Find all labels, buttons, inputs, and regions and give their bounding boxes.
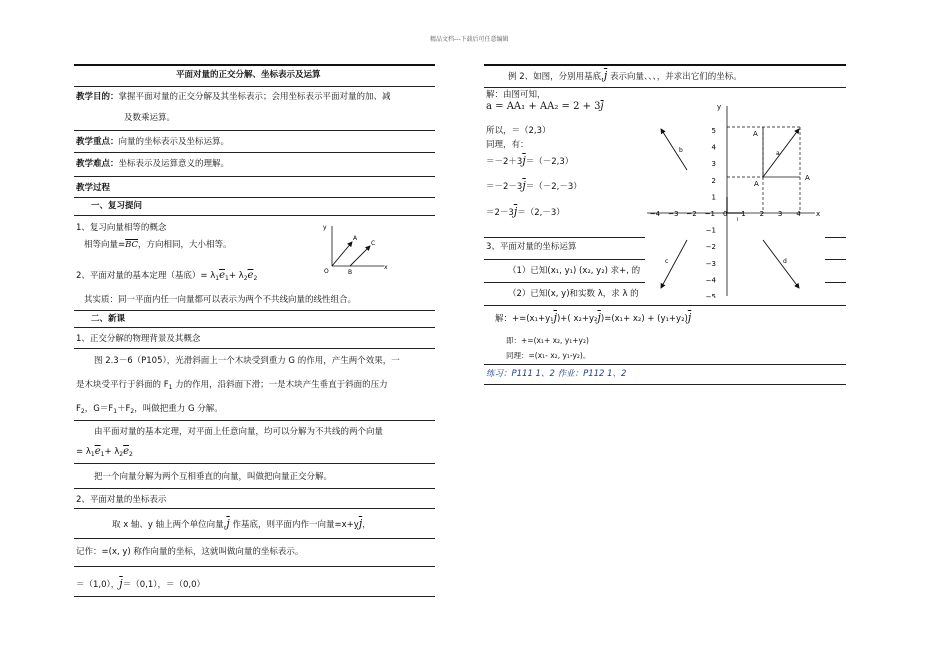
x-tick-label: 3 <box>777 210 783 218</box>
p5-lambda1-sub: 1 <box>90 451 95 458</box>
p2-sub: 1 <box>168 384 173 391</box>
rule <box>74 420 435 421</box>
op-1: （1）已知(x₁, y₁) (x₂, y₂) 求+, 的 <box>508 266 641 276</box>
equal-vectors-diagram <box>312 218 392 276</box>
para-4: 由平面对量的基本定理，对平面上任意向量，均可以分解为不共线的两个向量 <box>94 427 384 437</box>
sol2-j2: $\overline{j}$ <box>597 311 601 324</box>
ex2-j-vector: $\overline{j}$ <box>603 69 608 82</box>
p5-e2-sub: 2 <box>129 451 133 458</box>
para-6: 把一个向量分解为两个互相垂直的向量，叫做把向量正交分解。 <box>94 472 333 482</box>
op-2: （2）已知(x, y)和实数 λ，求 λ 的 <box>508 289 639 299</box>
section-3: 3、平面对量的坐标运算 <box>486 242 577 252</box>
sol-j-vector: $\overline{j}$ <box>600 101 604 112</box>
solution-label: 解：由图可知， <box>486 90 546 100</box>
focus-text: 向量的坐标表示及坐标运算。 <box>118 137 230 147</box>
x-tick-label: −3 <box>668 210 679 218</box>
eq3-j: $\overline{j}$ <box>513 205 518 218</box>
rule <box>74 463 435 464</box>
left-top-rule <box>74 64 435 66</box>
op-result-1: 即：+=(x₁+ x₂, y₁+y₂) <box>506 336 589 345</box>
objective-text: 掌握平面对量的正交分解及其坐标表示；会用坐标表示平面对量的加、减 <box>118 92 391 102</box>
rule <box>74 538 435 539</box>
y-tick-label: 3 <box>711 160 716 169</box>
rule <box>74 176 435 177</box>
eq-c <box>486 180 582 193</box>
label-b-vec: b <box>679 147 683 154</box>
x-tick-label: −4 <box>649 210 661 218</box>
p5-e1-sub: 1 <box>100 451 105 458</box>
rule <box>484 305 846 306</box>
practice-homework: 练习：P111 1、2 作业：P112 1、2 <box>486 369 627 379</box>
diagram-c-label: C <box>371 240 376 247</box>
x-tick-label: 2 <box>759 210 765 218</box>
q1-detail-b: ，方向相同，大小相等。 <box>138 240 232 250</box>
ex2-a: 例 2、如图，分别用基底, <box>508 72 604 82</box>
objective-label: 教学目的： <box>76 92 119 102</box>
coordinate-graph <box>645 100 825 298</box>
j-vector: $\overline{j}$ <box>226 517 230 530</box>
difficulty-text: 坐标表示及运算意义的理解。 <box>118 159 230 169</box>
c1-b: 作基底，则平面内作一向量=x+y <box>229 520 359 530</box>
rule <box>74 86 435 87</box>
para-2 <box>76 380 388 393</box>
x-tick-label: 0 <box>723 210 728 218</box>
sol-eq-text: a = AA₁ + AA₂ = 2 + 3 <box>486 101 601 112</box>
para-5 <box>76 446 133 460</box>
e2-vector: $\overline{e}$ <box>247 270 254 281</box>
para-1: 图 2.3－6（P105），光滑斜面上一个木块受到重力 G 的作用，产生两个效果，一 <box>94 356 400 366</box>
eq2-b: ＝（－2,－3） <box>525 182 582 192</box>
diagram-a-label: A <box>353 235 358 242</box>
eq3-a: ＝2－3 <box>486 208 514 218</box>
review-q1: 1、复习向量相等的概念 <box>76 223 167 233</box>
y-tick-label: −2 <box>705 243 716 252</box>
eq3-b: ＝（2,－3） <box>517 208 565 218</box>
right-top-rule <box>484 64 846 66</box>
y-tick-label: −1 <box>705 226 716 235</box>
rule <box>74 197 435 198</box>
e1-vector: $\overline{e}$ <box>219 270 226 281</box>
diagram-b-label: B <box>348 269 353 276</box>
y-tick-label: −4 <box>705 276 716 285</box>
y-tick-label: −3 <box>705 259 716 268</box>
sol2-b: )+( x₂+y₂ <box>556 314 598 324</box>
eq-d <box>486 206 565 219</box>
c3-b: ＝（0,1），＝（0,0） <box>122 580 205 590</box>
new-point-1: 1、正交分解的物理背景及其概念 <box>76 334 201 344</box>
ex2-b: 表示向量、、、，并求出它们的坐标。 <box>607 72 742 82</box>
rule <box>74 508 435 509</box>
coord-line-1 <box>112 518 371 531</box>
rule <box>74 488 435 489</box>
so-line: 所以，＝（2,3） <box>486 126 551 136</box>
label-A-origin: A <box>754 180 759 188</box>
diagram-x-label: x <box>384 264 388 271</box>
diagram-o-label: O <box>324 268 329 275</box>
e2-sub: 2 <box>253 275 258 282</box>
c1-end: ， <box>362 520 371 530</box>
c1-a: 取 x 轴、y 轴上两个单位向量, <box>112 520 227 530</box>
label-c-vec: c <box>665 258 669 265</box>
rule <box>74 596 435 597</box>
rule <box>74 215 435 216</box>
x-tick-label: −1 <box>704 210 716 218</box>
e1-sub: 1 <box>225 275 229 282</box>
process-label: 教学过程 <box>76 183 111 193</box>
lambda1-sub: 1 <box>215 275 220 282</box>
difficulty <box>76 159 229 170</box>
eq2-a: ＝－2－3 <box>486 182 523 192</box>
q1-detail-a: 相等向量= <box>84 240 126 250</box>
solution-eq <box>486 101 604 112</box>
op-solution <box>495 312 691 325</box>
lambda2-sub: 2 <box>243 275 248 282</box>
review-q2 <box>76 270 257 284</box>
op-result-2: 同理：=(x₁- x₂, y₁-y₂)。 <box>506 351 591 360</box>
p5-lambda2-sub: 2 <box>119 451 124 458</box>
eq2-j: $\overline{j}$ <box>522 179 526 192</box>
q2-text-b: + λ <box>228 271 244 281</box>
new-point-2: 2、平面对量的坐标表示 <box>76 495 167 505</box>
header-note: 精品文档---下载后可任意编辑 <box>430 36 509 43</box>
section-new: 二、新课 <box>91 314 126 324</box>
label-i: i <box>737 217 739 223</box>
diagram-y-label: y <box>323 224 327 231</box>
rule <box>484 87 846 88</box>
coord-line-2: 记作：=(x, y) 称作向量的坐标，这就叫做向量的坐标表示。 <box>76 547 304 557</box>
p5-e1-vector: $\overline{e}$ <box>94 446 101 457</box>
focus <box>76 137 229 148</box>
p3-c: ＋F <box>117 404 131 414</box>
rule <box>484 384 846 385</box>
difficulty-label: 教学难点： <box>76 159 119 169</box>
focus-label: 教学重点： <box>76 137 119 147</box>
objective <box>76 92 391 103</box>
sol2-a: 解：+=(x₁+y₁ <box>495 314 554 324</box>
p5-a: = λ <box>76 447 91 457</box>
coord-line-3 <box>76 578 205 591</box>
vector-bc: $\overline{BC}$ <box>125 240 139 250</box>
x-tick-label: −2 <box>686 210 697 218</box>
p5-b: + λ <box>104 447 120 457</box>
eq-b <box>486 155 573 168</box>
example-2 <box>508 70 742 83</box>
p5-e2-vector: $\overline{e}$ <box>123 446 130 457</box>
lesson-title: 平面对量的正交分解、坐标表示及运算 <box>176 70 321 80</box>
rule <box>74 152 435 153</box>
sol2-c: )=(x₁+ x₂) + (y₁+y₂) <box>600 314 688 324</box>
x-tick-label: 1 <box>741 210 746 218</box>
same-line: 同理，有： <box>486 140 529 150</box>
p2-a: 是木块受平行于斜面的 F <box>76 380 169 390</box>
y-tick-label: 4 <box>711 143 716 152</box>
label-a-vec: a <box>776 150 780 157</box>
para-3 <box>76 404 223 417</box>
p3-sub2: 1 <box>113 408 118 415</box>
rule <box>484 364 846 365</box>
graph-x-label: x <box>816 210 821 218</box>
section-review: 一、复习提问 <box>91 201 143 211</box>
x-tick-label: 4 <box>796 210 801 218</box>
p3-d: ，叫做把重力 G 分解。 <box>134 404 223 414</box>
graph-y-label: y <box>717 103 722 111</box>
rule <box>74 327 435 328</box>
label-A-right: A <box>805 174 810 182</box>
y-tick-label: 5 <box>711 127 716 135</box>
y-tick-label: 1 <box>711 193 716 202</box>
j-vector-3: $\overline{j}$ <box>119 577 123 590</box>
p2-b: 力的作用，沿斜面下滑；一是木块产生垂直于斜面的压力 <box>172 380 388 390</box>
sol2-j3: $\overline{j}$ <box>687 311 692 324</box>
c3-a: ＝（1,0）， <box>76 580 120 590</box>
q2-text-a: 2、平面对量的基本定理（基底）= λ <box>76 271 216 281</box>
y-tick-label: −5 <box>705 293 716 298</box>
sol2-j1: $\overline{j}$ <box>553 311 557 324</box>
eq1-j: $\overline{j}$ <box>522 154 526 167</box>
rule <box>74 130 435 131</box>
rule <box>74 310 435 311</box>
rule <box>74 566 435 567</box>
rule <box>74 348 435 349</box>
eq1-a: ＝－2＋3 <box>486 157 523 167</box>
label-A-top: A <box>753 130 758 138</box>
j-vector-2: $\overline{j}$ <box>358 517 363 530</box>
eq1-b: ＝（－2,3） <box>525 157 574 167</box>
label-d-vec: d <box>783 258 787 265</box>
y-tick-label: 2 <box>711 176 716 185</box>
p3-sub3: 2 <box>130 408 135 415</box>
essence-text: 其实质：同一平面内任一向量都可以表示为两个不共线向量的线性组合。 <box>84 295 357 305</box>
objective-cont: 及数乘运算。 <box>124 113 176 123</box>
p3-a: F <box>76 404 81 414</box>
p3-b: ，G＝F <box>84 404 114 414</box>
review-q1-detail <box>84 240 232 251</box>
p3-sub: 2 <box>80 408 85 415</box>
